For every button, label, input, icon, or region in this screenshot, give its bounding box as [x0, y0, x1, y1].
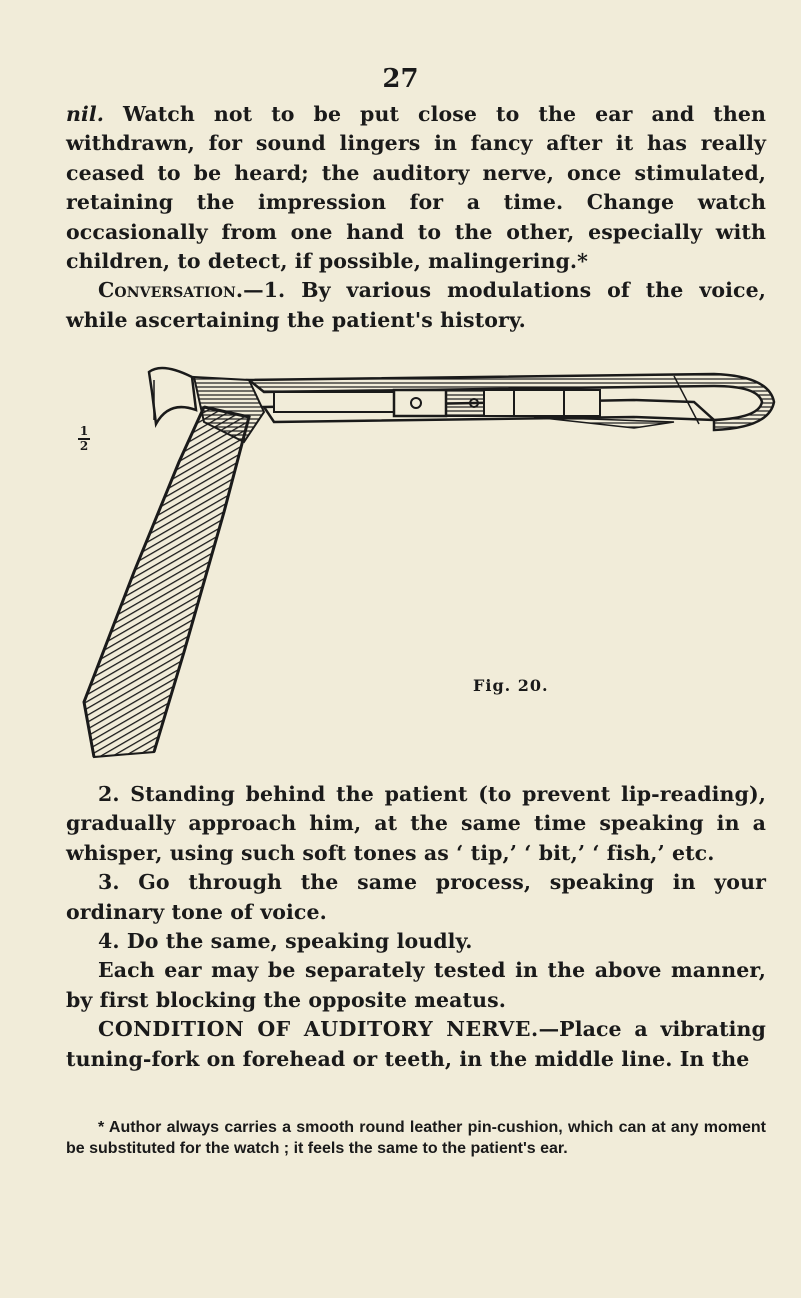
conversation-text: —1. By various modulations of the voice, while ascertaining the patient's history. — [66, 278, 766, 332]
footnote-text: * Author always carries a smooth round leather pin-cushion, which can at any moment be substituted for the watch ; it feels the same to the patient's ear. — [66, 1119, 766, 1157]
upper-text — [66, 100, 766, 335]
list-item: 4. Do the same, speaking loudly. — [98, 929, 473, 954]
auditory-text: —Place a vibrating tuning-fork on forehead or teeth, in the middle line. In the — [66, 1017, 766, 1071]
list-item: 3. Go through the same process, speaking in your ordinary tone of voice. — [66, 870, 766, 924]
auditory-heading: CONDITION OF AUDITORY NERVE. — [98, 1017, 539, 1042]
lead-word: nil. — [66, 102, 105, 126]
page-number: 27 — [382, 64, 419, 94]
paragraph-auditory-nerve — [66, 1015, 766, 1074]
list-item: 2. Standing behind the patient (to prevent lip-reading), gradually approach him, at the same time speaking in a whisper, using such soft tones as ‘ tip,’ ‘ bit,’ ‘ fish,’ etc. — [66, 782, 766, 865]
scale-denominator: 2 — [79, 439, 89, 453]
paragraph-watch-test — [66, 100, 766, 276]
lower-text — [66, 780, 766, 1074]
scale-numerator: 1 — [79, 424, 89, 438]
paragraph-conversation — [66, 276, 766, 335]
conversation-heading: Conversation. — [98, 278, 244, 303]
fork-handle — [84, 407, 249, 757]
figure-caption: Fig. 20. — [473, 676, 549, 695]
list-item: Each ear may be separately tested in the above manner, by first blocking the opposite meatus. — [66, 958, 766, 1012]
tuning-fork-illustration — [74, 362, 778, 762]
paragraph-text: Watch not to be put close to the ear and then withdrawn, for sound lingers in fancy after it has really ceased to be heard; the auditory nerve, once stimulated, retaining the impression for a time. Change watch occasionally from one hand to the other, especially with children, to detect, if possible, malingering.* — [66, 102, 766, 274]
footnote — [66, 1117, 766, 1159]
